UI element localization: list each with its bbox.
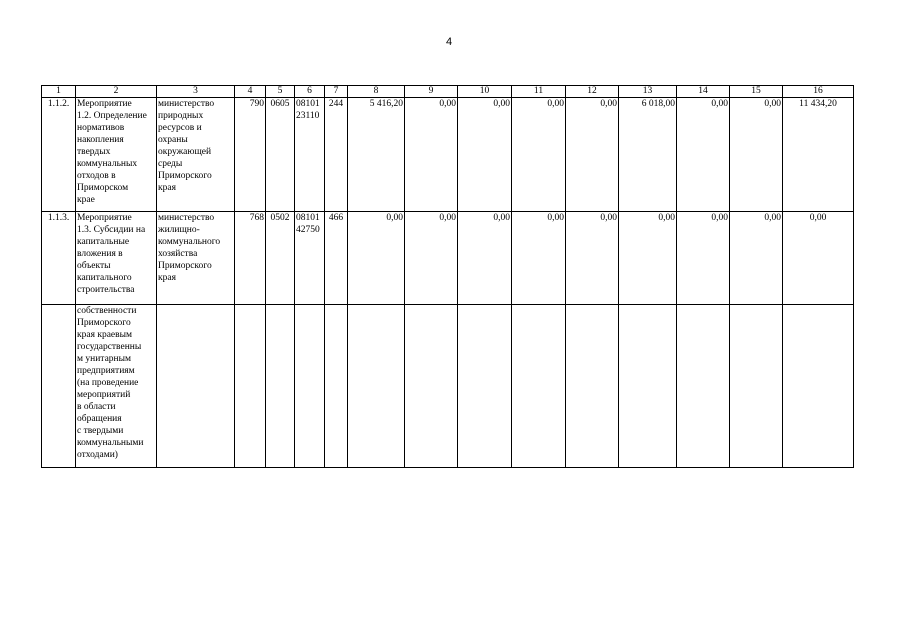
- header-row: [42, 86, 854, 98]
- empty-cell: [566, 305, 619, 468]
- code-target: 08101 42750: [295, 212, 325, 305]
- column-header: 6: [295, 86, 325, 98]
- event-name-continued: собственности Приморского края краевым государственны м унитарным предприятиям (на проведение мероприятий в области обращения с твердыми коммунальными отходами): [76, 305, 157, 468]
- table-row: [42, 98, 854, 212]
- amount-cell: 6 018,00: [619, 98, 677, 212]
- empty-cell: [512, 305, 566, 468]
- code-section: 0605: [266, 98, 295, 212]
- total-cell: 11 434,20: [783, 98, 854, 212]
- amount-cell: 0,00: [512, 212, 566, 305]
- code-expense: 466: [325, 212, 348, 305]
- amount-cell: 0,00: [458, 98, 512, 212]
- row-number: 1.1.2.: [42, 98, 76, 212]
- empty-cell: [157, 305, 235, 468]
- page-number: 4: [446, 36, 453, 48]
- amount-cell: 0,00: [677, 98, 730, 212]
- column-header: 1: [42, 86, 76, 98]
- amount-cell: 0,00: [458, 212, 512, 305]
- amount-cell: 0,00: [619, 212, 677, 305]
- empty-cell: [458, 305, 512, 468]
- empty-cell: [42, 305, 76, 468]
- amount-cell: 0,00: [730, 212, 783, 305]
- amount-cell: 5 416,20: [348, 98, 405, 212]
- table-row: [42, 212, 854, 305]
- amount-cell: 0,00: [566, 98, 619, 212]
- column-header: 14: [677, 86, 730, 98]
- event-name: Мероприятие 1.2. Определение нормативов накопления твердых коммунальных отходов в Приморском крае: [76, 98, 157, 212]
- column-header: 13: [619, 86, 677, 98]
- column-header: 3: [157, 86, 235, 98]
- code-gr: 768: [235, 212, 266, 305]
- budget-table: [41, 85, 854, 468]
- empty-cell: [730, 305, 783, 468]
- empty-cell: [619, 305, 677, 468]
- row-number: 1.1.3.: [42, 212, 76, 305]
- column-header: 2: [76, 86, 157, 98]
- empty-cell: [348, 305, 405, 468]
- column-header: 9: [405, 86, 458, 98]
- code-expense: 244: [325, 98, 348, 212]
- column-header: 11: [512, 86, 566, 98]
- amount-cell: 0,00: [677, 212, 730, 305]
- empty-cell: [325, 305, 348, 468]
- total-cell: 0,00: [783, 212, 854, 305]
- column-header: 12: [566, 86, 619, 98]
- empty-cell: [677, 305, 730, 468]
- empty-cell: [266, 305, 295, 468]
- column-header: 15: [730, 86, 783, 98]
- executor-name: министерство жилищно- коммунального хозяйства Приморского края: [157, 212, 235, 305]
- column-header: 16: [783, 86, 854, 98]
- amount-cell: 0,00: [405, 98, 458, 212]
- event-name: Мероприятие 1.3. Субсидии на капитальные вложения в объекты капитального строительства: [76, 212, 157, 305]
- column-header: 8: [348, 86, 405, 98]
- amount-cell: 0,00: [348, 212, 405, 305]
- column-header: 10: [458, 86, 512, 98]
- empty-cell: [235, 305, 266, 468]
- amount-cell: 0,00: [512, 98, 566, 212]
- empty-cell: [783, 305, 854, 468]
- column-header: 7: [325, 86, 348, 98]
- empty-cell: [295, 305, 325, 468]
- amount-cell: 0,00: [566, 212, 619, 305]
- column-header: 4: [235, 86, 266, 98]
- amount-cell: 0,00: [730, 98, 783, 212]
- empty-cell: [405, 305, 458, 468]
- code-section: 0502: [266, 212, 295, 305]
- column-header: 5: [266, 86, 295, 98]
- amount-cell: 0,00: [405, 212, 458, 305]
- code-target: 08101 23110: [295, 98, 325, 212]
- executor-name: министерство природных ресурсов и охраны окружающей среды Приморского края: [157, 98, 235, 212]
- table-row: [42, 305, 854, 468]
- code-gr: 790: [235, 98, 266, 212]
